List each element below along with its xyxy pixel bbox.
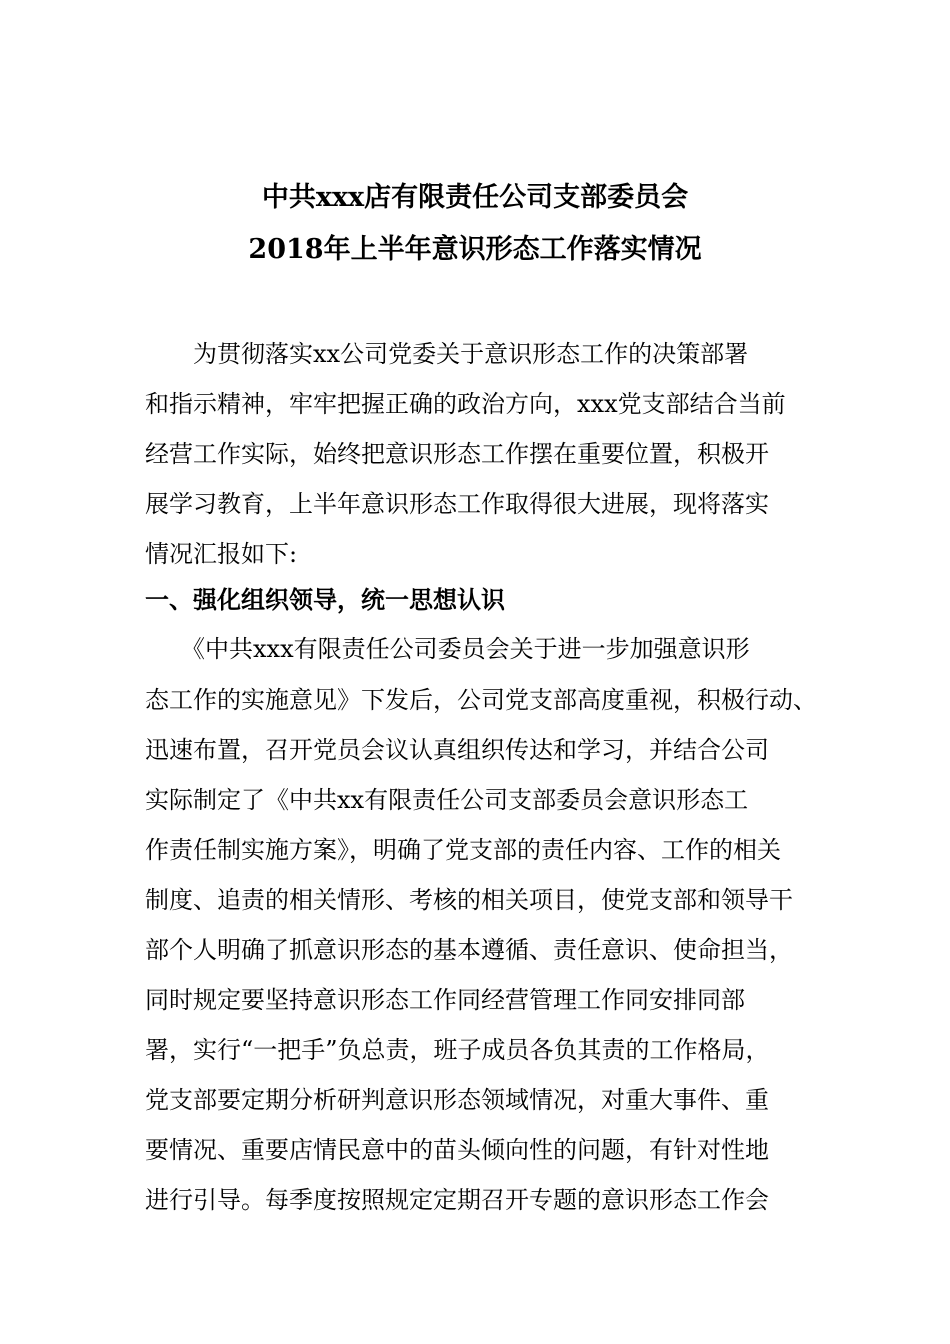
body-line: 态工作的实施意见》下发后，公司党支部高度重视，积极行动、 [145,686,817,714]
body-line: 情况汇报如下: [145,540,298,568]
body-line: 制度、追责的相关情形、考核的相关项目，使党支部和领导干 [145,886,793,914]
body-line: 展学习教育，上半年意识形态工作取得很大进展，现将落实 [145,490,769,518]
body-line: 进行引导。每季度按照规定定期召开专题的意识形态工作会 [145,1186,769,1214]
body-line: 迅速布置，召开党员会议认真组织传达和学习，并结合公司 [145,736,769,764]
section-heading: 一、强化组织领导，统一思想认识 [145,585,505,614]
body-line: 署，实行“一把手”负总责，班子成员各负其责的工作格局， [145,1036,770,1064]
document-title-line-1: 中共xxx店有限责任公司支部委员会 [261,182,689,213]
body-line: 要情况、重要店情民意中的苗头倾向性的问题，有针对性地 [145,1136,769,1164]
body-line: 《中共xxx有限责任公司委员会关于进一步加强意识形 [145,635,750,663]
body-line: 实际制定了《中共xx有限责任公司支部委员会意识形态工 [145,786,749,814]
body-line: 作责任制实施方案》，明确了党支部的责任内容、工作的相关 [145,836,781,864]
body-line: 同时规定要坚持意识形态工作同经营管理工作同安排同部 [145,986,745,1014]
document-title-line-2: 2018年上半年意识形态工作落实情况 [248,234,702,265]
body-line: 部个人明确了抓意识形态的基本遵循、责任意识、使命担当， [145,936,793,964]
body-line: 党支部要定期分析研判意识形态领域情况，对重大事件、重 [145,1086,769,1114]
body-line: 经营工作实际，始终把意识形态工作摆在重要位置，积极开 [145,440,769,468]
body-line: 为贯彻落实xx公司党委关于意识形态工作的决策部署 [145,340,749,368]
body-line: 和指示精神，牢牢把握正确的政治方向，xxx党支部结合当前 [145,390,786,418]
